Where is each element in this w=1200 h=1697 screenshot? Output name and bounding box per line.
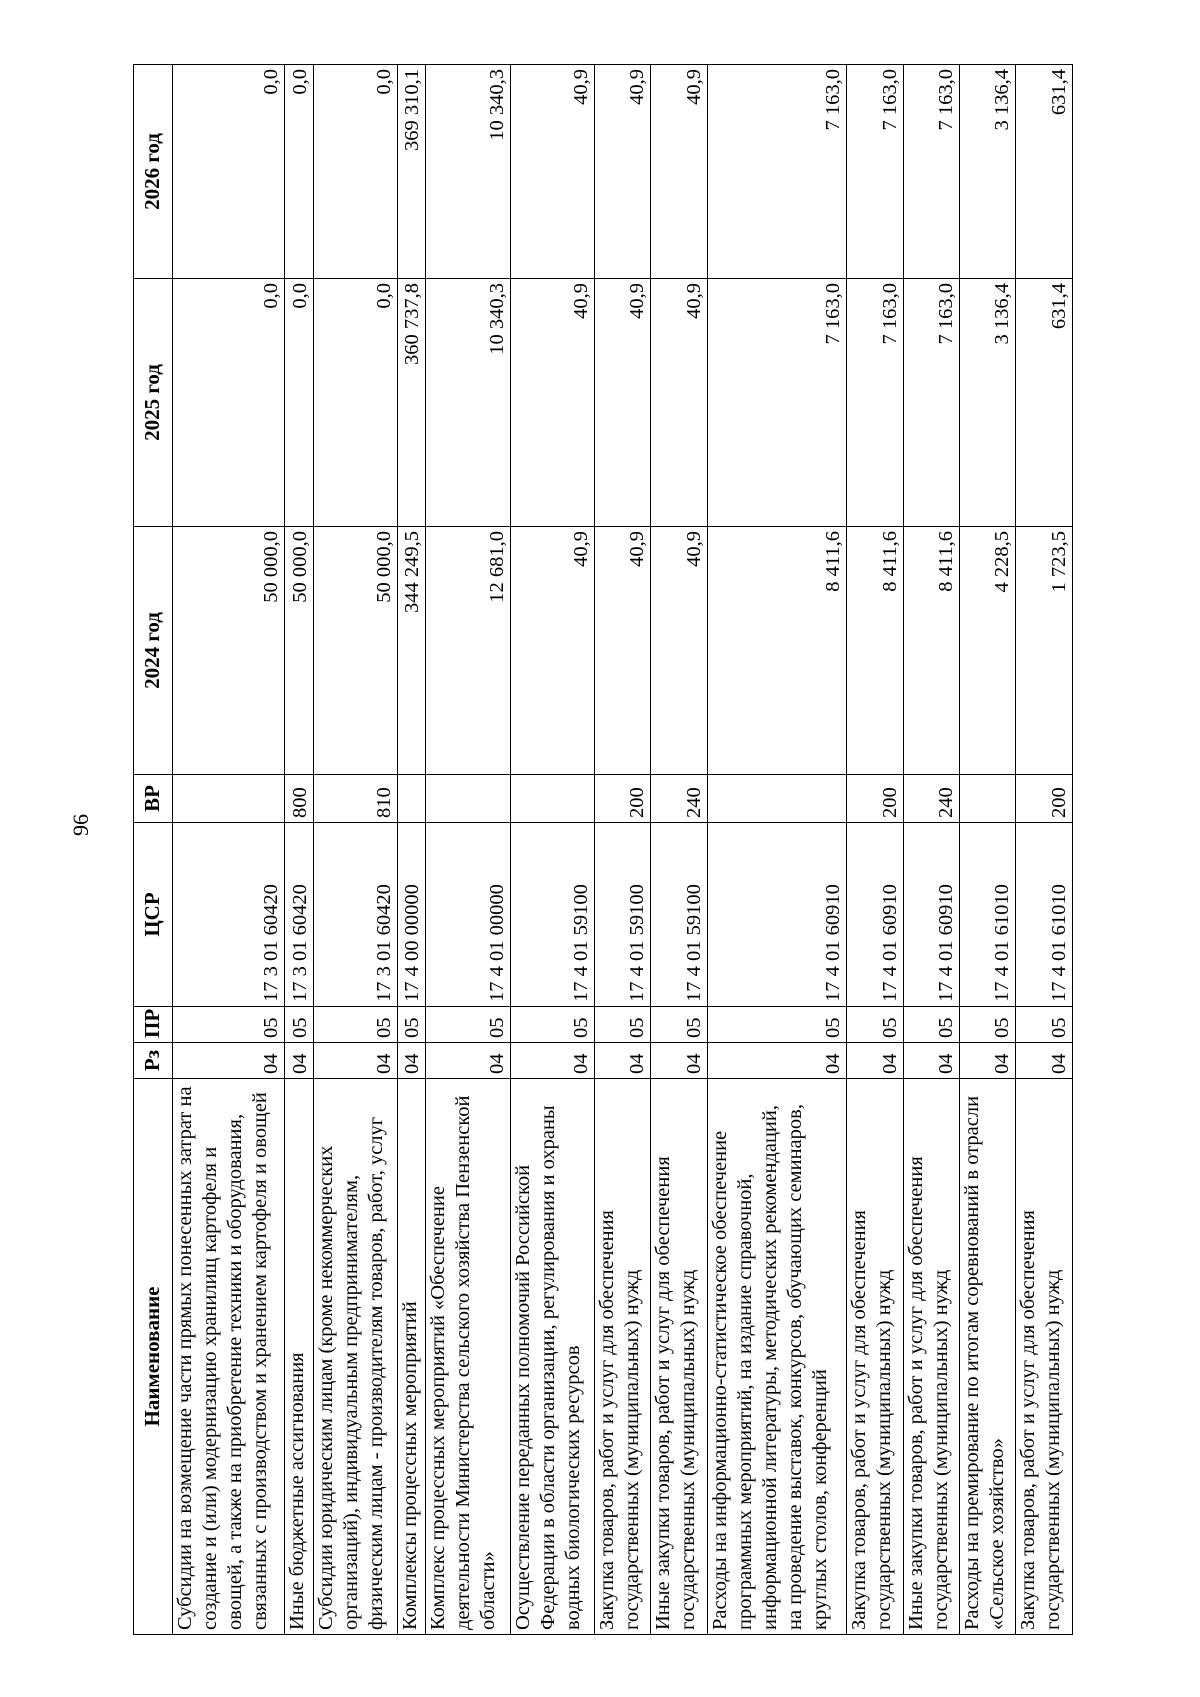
row-2026-cell: 0,0	[284, 65, 313, 279]
row-2026-cell: 7 163,0	[847, 65, 903, 279]
row-vr-cell	[707, 775, 846, 823]
row-name-cell: Осуществление переданных полномочий Российской Федерации в области организации, регулирования и охраны водных биологических ресурсов	[510, 1079, 594, 1635]
row-name-cell: Субсидии юридическим лицам (кроме некоммерческих организаций), индивидуальным предпринимателям, физическим лицам - производителям товаров, работ, услуг	[313, 1079, 397, 1635]
row-2024-cell: 344 249,5	[397, 527, 426, 775]
row-csr-cell: 17 4 01 60910	[707, 823, 846, 1007]
row-vr-cell: 200	[1016, 775, 1073, 823]
row-rz-cell: 04	[397, 1043, 426, 1079]
row-csr-cell: 17 4 01 60910	[847, 823, 903, 1007]
row-pr-cell: 05	[173, 1007, 285, 1043]
row-pr-cell: 05	[594, 1007, 650, 1043]
row-rz-cell: 04	[707, 1043, 846, 1079]
row-pr-cell: 05	[313, 1007, 397, 1043]
table-row	[707, 65, 846, 1635]
table-row	[1016, 65, 1073, 1635]
row-2025-cell: 360 737,8	[397, 279, 426, 527]
row-2025-cell: 40,9	[594, 279, 650, 527]
row-name-cell: Комплексы процессных мероприятий	[397, 1079, 426, 1635]
page-number: 96	[68, 814, 93, 836]
row-name-cell: Закупка товаров, работ и услуг для обеспечения государственных (муниципальных) нужд	[1016, 1079, 1073, 1635]
row-csr-cell: 17 4 01 61010	[1016, 823, 1073, 1007]
row-csr-cell: 17 4 01 59100	[510, 823, 594, 1007]
row-csr-cell: 17 4 01 60910	[903, 823, 959, 1007]
row-vr-cell: 810	[313, 775, 397, 823]
row-2024-cell: 50 000,0	[173, 527, 285, 775]
row-2026-cell: 40,9	[510, 65, 594, 279]
row-2024-cell: 40,9	[510, 527, 594, 775]
row-csr-cell: 17 3 01 60420	[313, 823, 397, 1007]
row-name-cell: Закупка товаров, работ и услуг для обеспечения государственных (муниципальных) нужд	[847, 1079, 903, 1635]
row-2025-cell: 0,0	[284, 279, 313, 527]
row-rz-cell: 04	[651, 1043, 707, 1079]
row-2025-cell: 631,4	[1016, 279, 1073, 527]
row-2025-cell: 0,0	[173, 279, 285, 527]
row-pr-cell: 05	[651, 1007, 707, 1043]
row-rz-cell: 04	[510, 1043, 594, 1079]
row-rz-cell: 04	[847, 1043, 903, 1079]
row-csr-cell: 17 4 00 00000	[397, 823, 426, 1007]
row-2024-cell: 50 000,0	[313, 527, 397, 775]
row-pr-cell: 05	[397, 1007, 426, 1043]
header-rz: Рз	[134, 1043, 173, 1079]
row-csr-cell: 17 4 01 00000	[426, 823, 510, 1007]
row-rz-cell: 04	[313, 1043, 397, 1079]
row-2024-cell: 40,9	[651, 527, 707, 775]
row-pr-cell: 05	[426, 1007, 510, 1043]
row-2025-cell: 7 163,0	[707, 279, 846, 527]
row-name-cell: Иные закупки товаров, работ и услуг для обеспечения государственных (муниципальных) нужд	[651, 1079, 707, 1635]
row-2024-cell: 4 228,5	[960, 527, 1016, 775]
table-row	[510, 65, 594, 1635]
row-vr-cell: 800	[284, 775, 313, 823]
row-2025-cell: 40,9	[510, 279, 594, 527]
header-2025: 2025 год	[134, 279, 173, 527]
row-2024-cell: 8 411,6	[847, 527, 903, 775]
table-body	[173, 65, 1073, 1635]
row-pr-cell: 05	[960, 1007, 1016, 1043]
row-pr-cell: 05	[707, 1007, 846, 1043]
row-csr-cell: 17 4 01 59100	[651, 823, 707, 1007]
row-2025-cell: 10 340,3	[426, 279, 510, 527]
header-name: Наименование	[134, 1079, 173, 1635]
row-rz-cell: 04	[960, 1043, 1016, 1079]
header-2024: 2024 год	[134, 527, 173, 775]
row-2026-cell: 40,9	[594, 65, 650, 279]
row-2026-cell: 40,9	[651, 65, 707, 279]
table-row	[173, 65, 285, 1635]
row-name-cell: Расходы на премирование по итогам соревнований в отрасли «Сельское хозяйство»	[960, 1079, 1016, 1635]
table-row	[651, 65, 707, 1635]
table-header-row	[134, 65, 173, 1635]
table-row	[313, 65, 397, 1635]
row-rz-cell: 04	[1016, 1043, 1073, 1079]
table-row	[903, 65, 959, 1635]
row-2024-cell: 12 681,0	[426, 527, 510, 775]
row-vr-cell: 240	[903, 775, 959, 823]
row-2024-cell: 50 000,0	[284, 527, 313, 775]
table-row	[847, 65, 903, 1635]
table-row	[960, 65, 1016, 1635]
row-csr-cell: 17 4 01 61010	[960, 823, 1016, 1007]
row-2026-cell: 7 163,0	[707, 65, 846, 279]
budget-table	[133, 64, 1073, 1635]
row-rz-cell: 04	[903, 1043, 959, 1079]
row-2026-cell: 0,0	[173, 65, 285, 279]
row-2024-cell: 8 411,6	[707, 527, 846, 775]
row-vr-cell	[960, 775, 1016, 823]
row-pr-cell: 05	[847, 1007, 903, 1043]
table-row	[426, 65, 510, 1635]
table-row	[594, 65, 650, 1635]
row-csr-cell: 17 3 01 60420	[284, 823, 313, 1007]
row-csr-cell: 17 4 01 59100	[594, 823, 650, 1007]
table-row	[397, 65, 426, 1635]
header-2026: 2026 год	[134, 65, 173, 279]
row-name-cell: Расходы на информационно-статистическое обеспечение программных мероприятий, на издание справочной, информационной литературы, методических рекомендаций, на проведение выставок, конкурсов, обучающих семинаров, круглых столов, конференций	[707, 1079, 846, 1635]
row-2026-cell: 3 136,4	[960, 65, 1016, 279]
row-csr-cell: 17 3 01 60420	[173, 823, 285, 1007]
row-vr-cell	[397, 775, 426, 823]
row-rz-cell: 04	[284, 1043, 313, 1079]
row-pr-cell: 05	[284, 1007, 313, 1043]
row-name-cell: Закупка товаров, работ и услуг для обеспечения государственных (муниципальных) нужд	[594, 1079, 650, 1635]
row-2025-cell: 7 163,0	[903, 279, 959, 527]
row-name-cell: Иные бюджетные ассигнования	[284, 1079, 313, 1635]
row-name-cell: Комплекс процессных мероприятий «Обеспечение деятельности Министерства сельского хозяйства Пензенской области»	[426, 1079, 510, 1635]
row-vr-cell	[510, 775, 594, 823]
row-name-cell: Иные закупки товаров, работ и услуг для обеспечения государственных (муниципальных) нужд	[903, 1079, 959, 1635]
header-vr: ВР	[134, 775, 173, 823]
row-vr-cell	[173, 775, 285, 823]
row-2025-cell: 7 163,0	[847, 279, 903, 527]
table-row	[284, 65, 313, 1635]
row-2024-cell: 40,9	[594, 527, 650, 775]
row-2025-cell: 40,9	[651, 279, 707, 527]
row-2026-cell: 631,4	[1016, 65, 1073, 279]
row-2026-cell: 7 163,0	[903, 65, 959, 279]
row-vr-cell	[426, 775, 510, 823]
row-rz-cell: 04	[173, 1043, 285, 1079]
rotated-table-container	[133, 65, 1073, 1635]
header-csr: ЦСР	[134, 823, 173, 1007]
row-2025-cell: 0,0	[313, 279, 397, 527]
row-2026-cell: 369 310,1	[397, 65, 426, 279]
header-pr: ПР	[134, 1007, 173, 1043]
row-2024-cell: 8 411,6	[903, 527, 959, 775]
row-vr-cell: 240	[651, 775, 707, 823]
row-2026-cell: 0,0	[313, 65, 397, 279]
row-rz-cell: 04	[426, 1043, 510, 1079]
row-pr-cell: 05	[510, 1007, 594, 1043]
row-2025-cell: 3 136,4	[960, 279, 1016, 527]
row-vr-cell: 200	[847, 775, 903, 823]
row-pr-cell: 05	[903, 1007, 959, 1043]
row-2026-cell: 10 340,3	[426, 65, 510, 279]
row-rz-cell: 04	[594, 1043, 650, 1079]
row-vr-cell: 200	[594, 775, 650, 823]
row-pr-cell: 05	[1016, 1007, 1073, 1043]
row-2024-cell: 1 723,5	[1016, 527, 1073, 775]
row-name-cell: Субсидии на возмещение части прямых понесенных затрат на создание и (или) модернизацию хранилищ картофеля и овощей, а также на приобретение техники и оборудования, связанных с производством и хранением картофеля и овощей	[173, 1079, 285, 1635]
